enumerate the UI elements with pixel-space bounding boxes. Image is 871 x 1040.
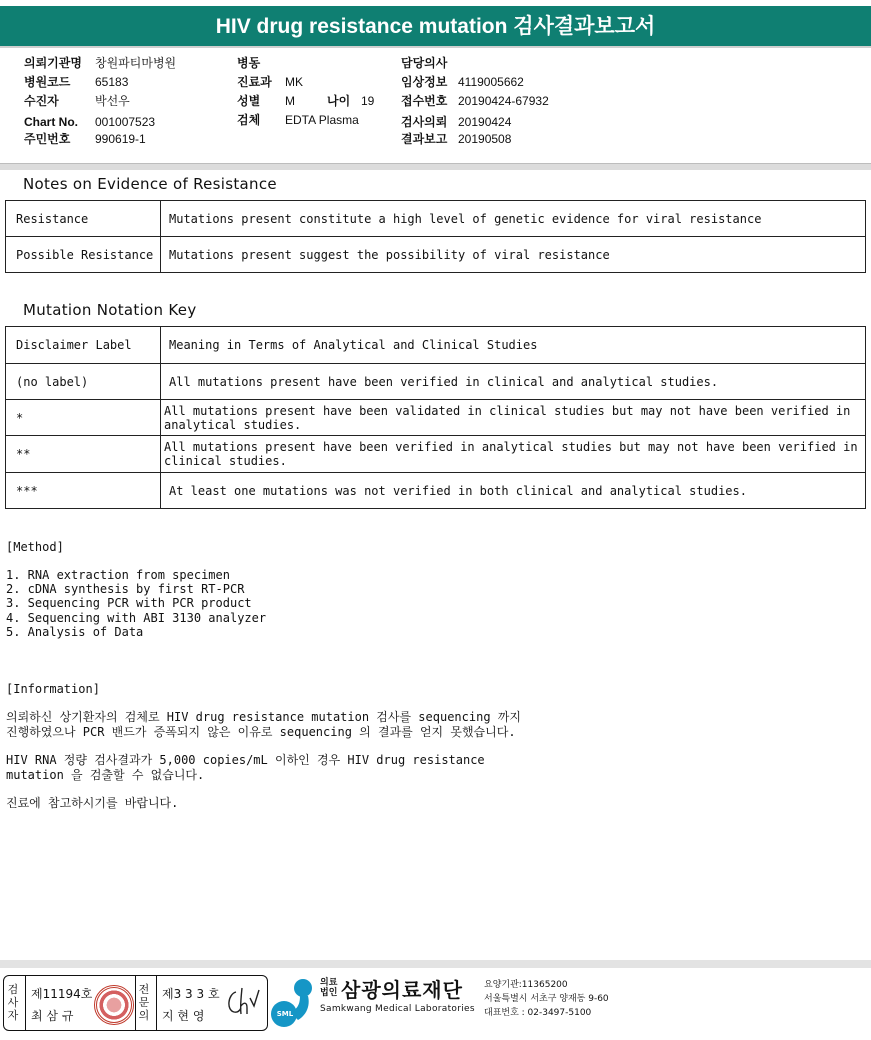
specialist-vertical-2: 문: [138, 996, 150, 1009]
notation-text: All mutations present have been verified in analytical studies but may not have been verified in clinical studies.: [161, 436, 866, 473]
method-item-5: 5. Analysis of Data: [6, 625, 144, 639]
org-code: 요양기관:11365200: [484, 980, 568, 990]
sml-logo-badge: SML: [276, 1010, 294, 1018]
receipt-no-value: 20190424-67932: [458, 94, 549, 108]
specialist-vertical-1: 전: [138, 983, 150, 996]
hospital-code-value: 65183: [95, 75, 129, 89]
receipt-no-label: 접수번호: [401, 94, 448, 108]
inspector-license: 제11194호: [31, 987, 93, 1001]
information-paragraph-1: 의뢰하신 상기환자의 검체로 HIV drug resistance mutation 검사를 sequencing 까지 진행하였으나 PCR 밴드가 증폭되지 않은 이유로 sequencing 의 결과를 얻지 못했습니다.: [6, 710, 521, 739]
specialist-name: 지 현 영: [162, 1009, 205, 1023]
resident-no-value: 990619-1: [95, 132, 146, 146]
org-type-line-1: 의료: [320, 978, 338, 988]
notation-text: At least one mutations was not verified in both clinical and analytical studies.: [161, 473, 866, 509]
inspector-vertical-3: 자: [7, 1009, 19, 1022]
method-item-2: 2. cDNA synthesis by first RT-PCR: [6, 582, 245, 596]
sex-label: 성별: [237, 94, 261, 108]
table-row: [6, 473, 866, 509]
report-title: HIV drug resistance mutation 검사결과보고서: [0, 6, 871, 46]
inspector-seal-icon: [94, 985, 134, 1025]
age-value: 19: [361, 94, 375, 108]
evidence-label: Possible Resistance: [6, 237, 161, 273]
notation-table: [5, 326, 866, 509]
specimen-label: 검체: [237, 113, 261, 127]
title-divider: [0, 46, 871, 48]
clinical-info-label: 임상정보: [401, 75, 448, 89]
department-label: 진료과: [237, 75, 272, 89]
information-paragraph-2: HIV RNA 정량 검사결과가 5,000 copies/mL 이하인 경우 HIV drug resistance mutation 을 검출할 수 없습니다.: [6, 753, 485, 782]
table-row: [6, 400, 866, 436]
hospital-name-value: 창원파티마병원: [95, 56, 177, 70]
clinical-info-value: 4119005662: [458, 75, 524, 89]
method-title: [Method]: [6, 540, 64, 554]
table-row: [6, 237, 866, 273]
inspector-vertical-1: 검: [7, 983, 19, 996]
chart-no-value: 001007523: [95, 115, 156, 129]
org-address: 서울특별시 서초구 양재동 9-60: [484, 994, 609, 1004]
patient-name-value: 박선우: [95, 94, 130, 108]
table-row: [6, 201, 866, 237]
request-date-value: 20190424: [458, 115, 512, 129]
evidence-section-title: Notes on Evidence of Resistance: [23, 175, 277, 193]
org-phone: 대표번호 : 02-3497-5100: [484, 1008, 592, 1018]
inspector-name: 최 삼 규: [31, 1009, 74, 1023]
sex-value: M: [285, 94, 295, 108]
notation-section-title: Mutation Notation Key: [23, 301, 197, 319]
request-date-label: 검사의뢰: [401, 115, 448, 129]
table-row: [6, 364, 866, 400]
signature-box: [3, 975, 268, 1031]
sml-logo-icon: [270, 976, 318, 1028]
report-date-label: 결과보고: [401, 132, 448, 146]
resident-no-label: 주민번호: [24, 132, 71, 146]
inspector-vertical-2: 사: [7, 996, 19, 1009]
specialist-license: 제3 3 3 호: [162, 987, 220, 1001]
method-item-3: 3. Sequencing PCR with PCR product: [6, 596, 252, 610]
physician-label: 담당의사: [401, 56, 448, 70]
notation-label: (no label): [6, 364, 161, 400]
notation-label: Disclaimer Label: [6, 327, 161, 364]
evidence-label: Resistance: [6, 201, 161, 237]
patient-name-label: 수진자: [24, 94, 59, 108]
header-separator: [0, 163, 871, 170]
notation-label: ***: [6, 473, 161, 509]
department-value: MK: [285, 75, 303, 89]
information-title: [Information]: [6, 682, 100, 696]
notation-text: All mutations present have been validated in clinical studies but may not have been verified in analytical studies.: [161, 400, 866, 436]
chart-no-label: Chart No.: [24, 115, 78, 129]
method-item-1: 1. RNA extraction from specimen: [6, 568, 230, 582]
specialist-vertical-3: 의: [138, 1009, 150, 1022]
method-item-4: 4. Sequencing with ABI 3130 analyzer: [6, 611, 267, 625]
hospital-name-label: 의뢰기관명: [24, 56, 82, 70]
footer-divider: [0, 960, 871, 968]
evidence-text: Mutations present constitute a high level of genetic evidence for viral resistance: [161, 201, 866, 237]
notation-text: Meaning in Terms of Analytical and Clinical Studies: [161, 327, 866, 364]
org-type-line-2: 법인: [320, 988, 338, 998]
evidence-table: [5, 200, 866, 273]
ward-label: 병동: [237, 56, 261, 70]
notation-label: *: [6, 400, 161, 436]
information-paragraph-3: 진료에 참고하시기를 바랍니다.: [6, 796, 179, 810]
notation-label: **: [6, 436, 161, 473]
org-name: 삼광의료재단: [341, 978, 463, 1002]
table-row: [6, 327, 866, 364]
evidence-text: Mutations present suggest the possibility of viral resistance: [161, 237, 866, 273]
notation-text: All mutations present have been verified in clinical and analytical studies.: [161, 364, 866, 400]
hospital-code-label: 병원코드: [24, 75, 71, 89]
age-label: 나이: [327, 94, 351, 108]
org-name-en: Samkwang Medical Laboratories: [320, 1004, 475, 1014]
specimen-value: EDTA Plasma: [285, 113, 359, 127]
table-row: [6, 436, 866, 473]
report-date-value: 20190508: [458, 132, 512, 146]
signature-icon: [222, 984, 262, 1022]
